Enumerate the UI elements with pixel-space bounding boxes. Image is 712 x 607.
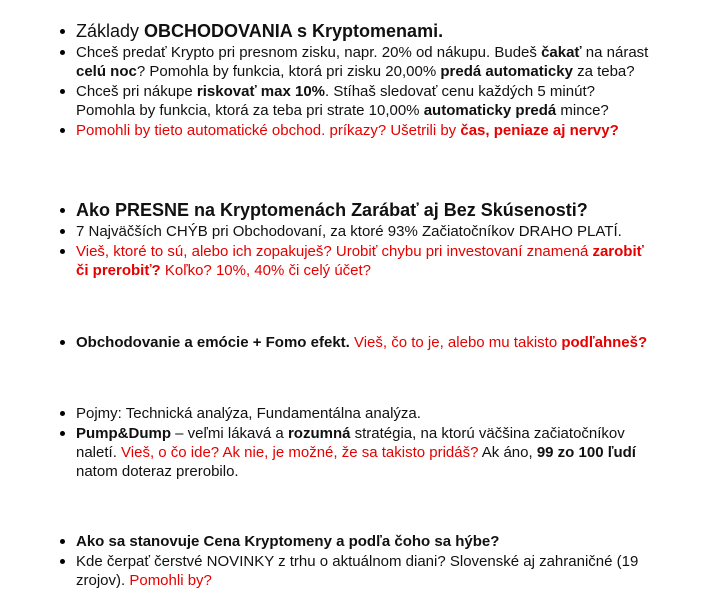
bullet-list <box>0 199 712 280</box>
list-item: Pump&Dump – veľmi lákavá a rozumná stratégia, na ktorú väčšina začiatočníkov naletí. Vieš, o čo ide? Ak nie, je možné, že sa takisto pridáš? Ak áno, 99 zo 100 ľudí natom doteraz prerobilo. <box>0 424 712 481</box>
bullet-list <box>0 20 712 140</box>
section-earning <box>0 199 712 281</box>
bullet-list <box>0 404 712 481</box>
bullet-list <box>0 532 712 590</box>
section-terms <box>0 404 712 482</box>
list-item: Kde čerpať čerstvé NOVINKY z trhu o aktuálnom diani? Slovenské aj zahraničné (19 zrojov). Pomohli by? <box>0 552 712 590</box>
section-title: Základy OBCHODOVANIA s Kryptomenami. <box>0 20 712 42</box>
list-item: Pojmy: Technická analýza, Fundamentálna analýza. <box>0 404 712 423</box>
bullet-list <box>0 333 712 352</box>
list-item: Chceš predať Krypto pri presnom zisku, napr. 20% od nákupu. Budeš čakať na nárast celú noc? Pomohla by funkcia, ktorá pri zisku 20,00% predá automaticky za teba? <box>0 43 712 81</box>
list-item: 7 Najväčších CHÝB pri Obchodovaní, za ktoré 93% Začiatočníkov DRAHO PLATÍ. <box>0 222 712 241</box>
list-item: Ako sa stanovuje Cena Kryptomeny a podľa čoho sa hýbe? <box>0 532 712 551</box>
list-item: Pomohli by tieto automatické obchod. príkazy? Ušetrili by čas, peniaze aj nervy? <box>0 121 712 140</box>
section-title: Ako PRESNE na Kryptomenách Zarábať aj Bez Skúsenosti? <box>0 199 712 221</box>
section-emotions <box>0 333 712 352</box>
list-item: Vieš, ktoré to sú, alebo ich zopakuješ? Urobiť chybu pri investovaní znamená zarobiť či prerobiť? Koľko? 10%, 40% či celý účet? <box>0 242 712 280</box>
list-item: Chceš pri nákupe riskovať max 10%. Stíhaš sledovať cenu každých 5 minút? Pomohla by funkcia, ktorá za teba pri strate 10,00% automaticky predá mince? <box>0 82 712 120</box>
section-price <box>0 532 712 591</box>
section-basics <box>0 20 712 141</box>
list-item: Obchodovanie a emócie + Fomo efekt. Vieš, čo to je, alebo mu takisto podľahneš? <box>0 333 712 352</box>
